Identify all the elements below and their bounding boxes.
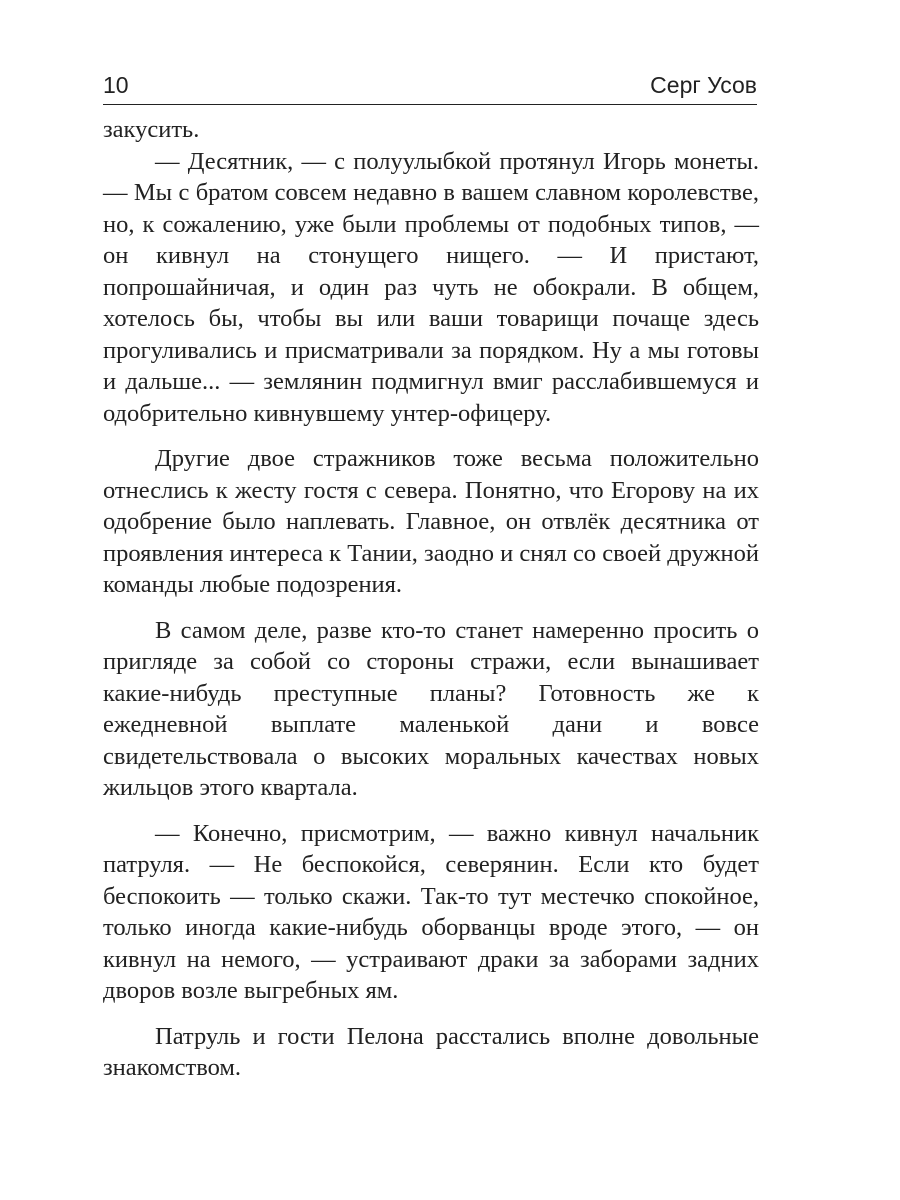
- paragraph: В самом деле, разве кто-то станет намеренно просить о пригляде за собой со стороны стражи, если вынашивает какие-нибудь преступные планы? Готовность же к ежедневной выплате маленькой дани и вовсе свидетельствовала о высоких моральных качествах новых жильцов этого квартала.: [103, 616, 759, 801]
- page-number: 10: [103, 72, 129, 98]
- paragraph: Патруль и гости Пелона расстались вполне довольные знакомством.: [103, 1022, 759, 1081]
- page-header: [103, 68, 757, 105]
- paragraph: Другие двое стражников тоже весьма положительно отнеслись к жесту гостя с севера. Понятно, что Егорову на их одобрение было наплевать. Главное, он отвлёк десятника от проявления интереса к Тании, заодно и снял со своей дружной команды любые подозрения.: [103, 445, 759, 598]
- running-title: Серг Усов: [650, 72, 757, 98]
- paragraph: — Десятник, — с полуулыбкой протянул Игорь монеты. — Мы с братом совсем недавно в вашем славном королевстве, но, к сожалению, уже были проблемы от подобных типов, — он кивнул на стонущего нищего. — И пристают, попрошайничая, и один раз чуть не обокрали. В общем, хотелось бы, чтобы вы или ваши товарищи почаще здесь прогуливались и присматривали за порядком. Ну а мы готовы и дальше... — землянин подмигнул вмиг расслабившемуся и одобрительно кивнувшему унтер-офицеру.: [103, 147, 759, 427]
- body-text: [103, 114, 759, 1084]
- paragraph-continuation: закусить.: [103, 116, 200, 143]
- paragraph: — Конечно, присмотрим, — важно кивнул начальник патруля. — Не беспокойся, северянин. Если кто будет беспокоить — только скажи. Так-то тут местечко спокойное, только иногда какие-нибудь оборванцы вроде этого, — он кивнул на немого, — устраивают драки за заборами задних дворов возле выгребных ям.: [103, 819, 759, 1004]
